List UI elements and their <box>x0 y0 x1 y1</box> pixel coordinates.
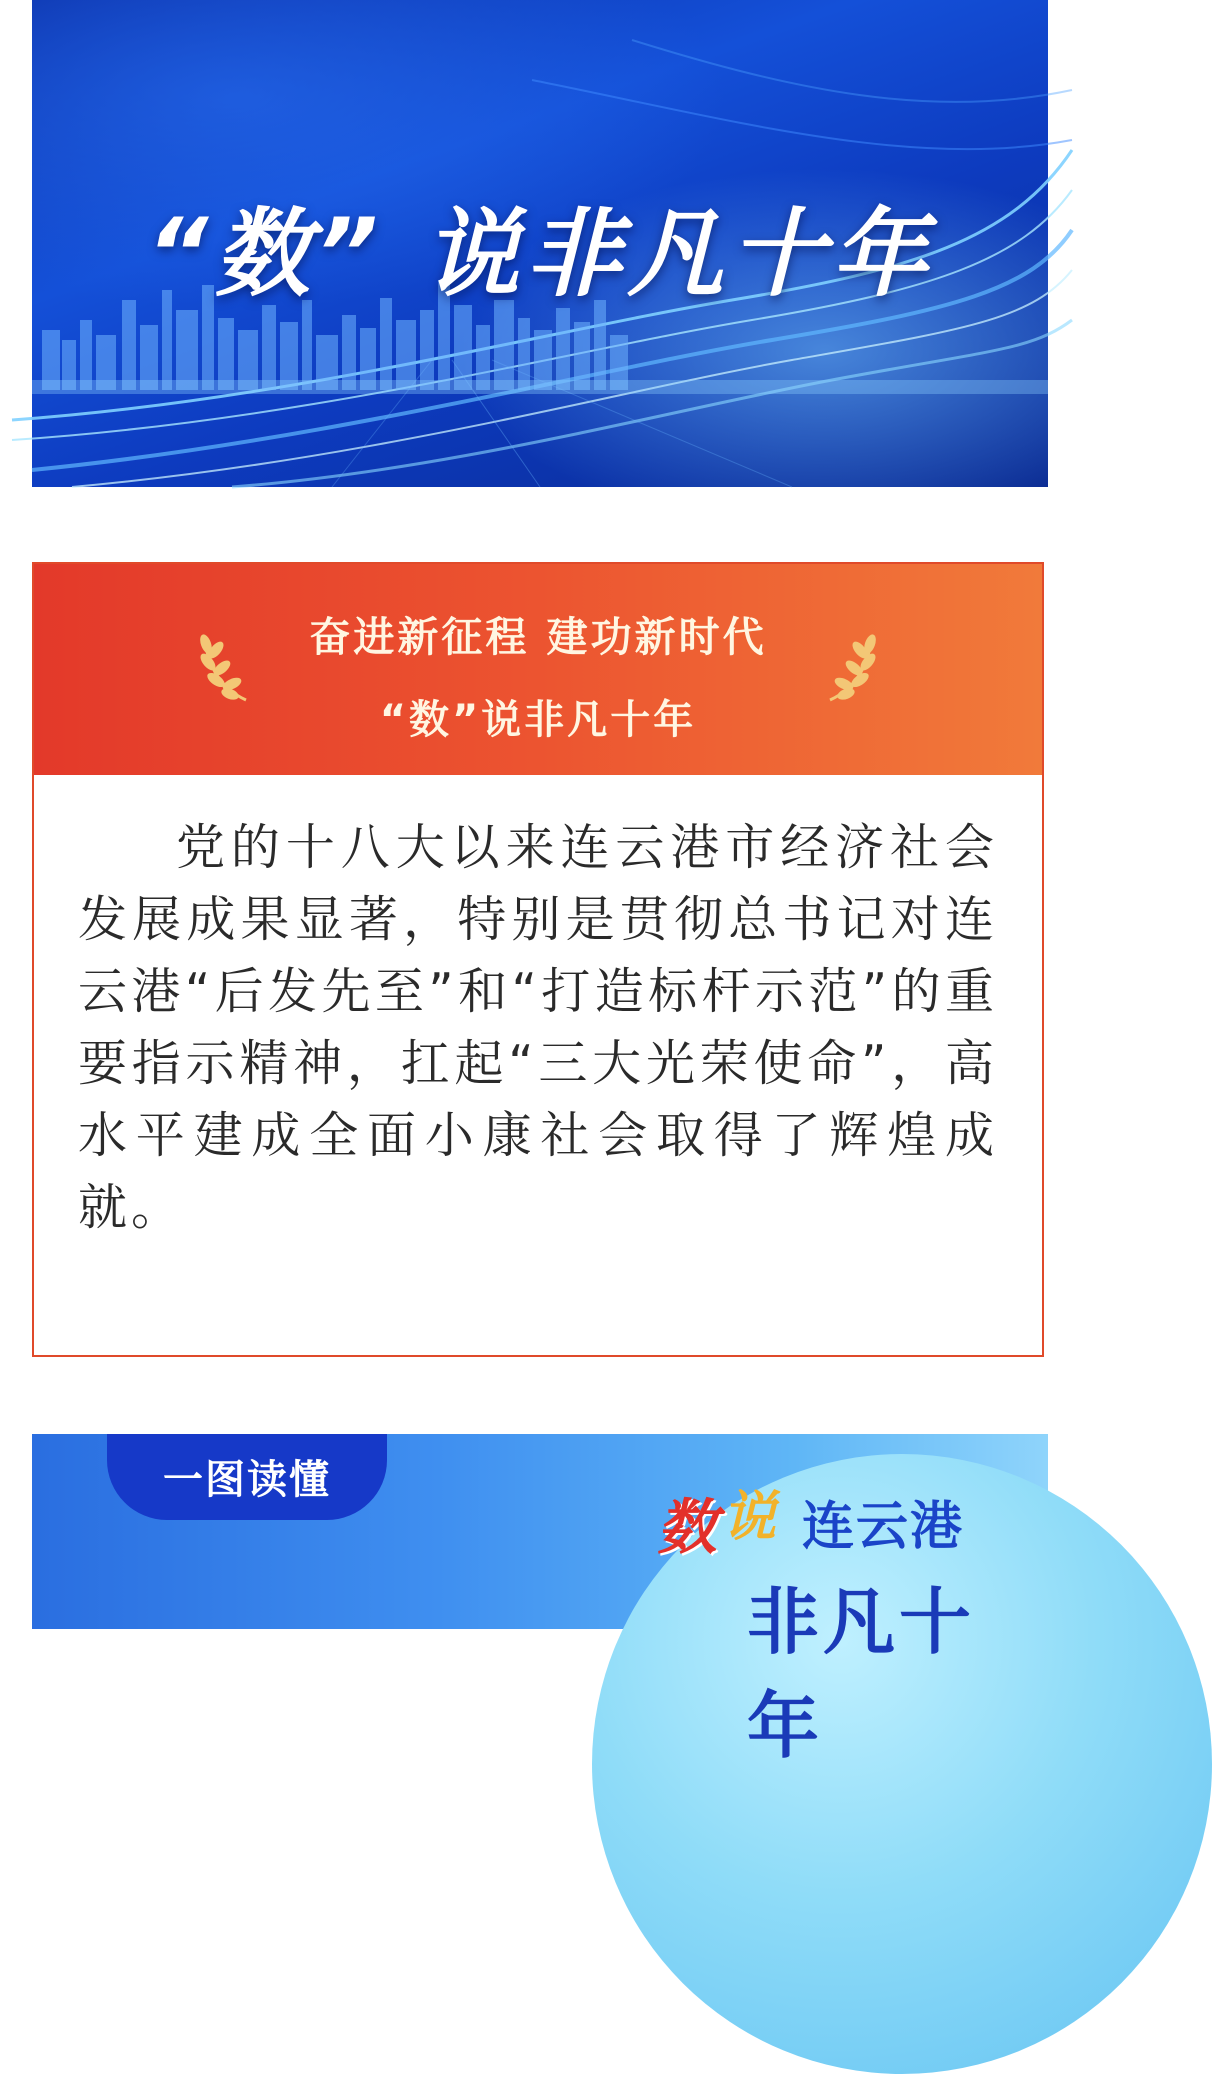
poster-tag <box>107 1434 387 1520</box>
intro-card <box>32 562 1044 1357</box>
card-header <box>34 564 1042 775</box>
banner-title: “数” 说非凡十年 <box>146 198 934 310</box>
header-banner <box>32 0 1048 487</box>
card-body-text: 党的十八大以来连云港市经济社会发展成果显著，特别是贯彻总书记对连云港“后发先至”和“打造标杆示范”的重要指示精神，扛起“三大光荣使命”，高水平建成全面小康社会取得了辉煌成就。 <box>78 819 998 1236</box>
poster-title-shu: 数 <box>657 1493 717 1563</box>
card-subtitle: “数”说非凡十年 <box>379 697 697 743</box>
poster-title-city: 连云港 <box>802 1497 965 1557</box>
poster-title-shuo: 说 <box>722 1485 776 1548</box>
poster-tag-label: 一图读懂 <box>163 1456 331 1503</box>
poster-title-decade: 非凡十年 <box>747 1580 976 1768</box>
card-slogan: 奋进新征程 建功新时代 <box>309 613 767 661</box>
infographic-poster <box>32 1434 1048 1768</box>
